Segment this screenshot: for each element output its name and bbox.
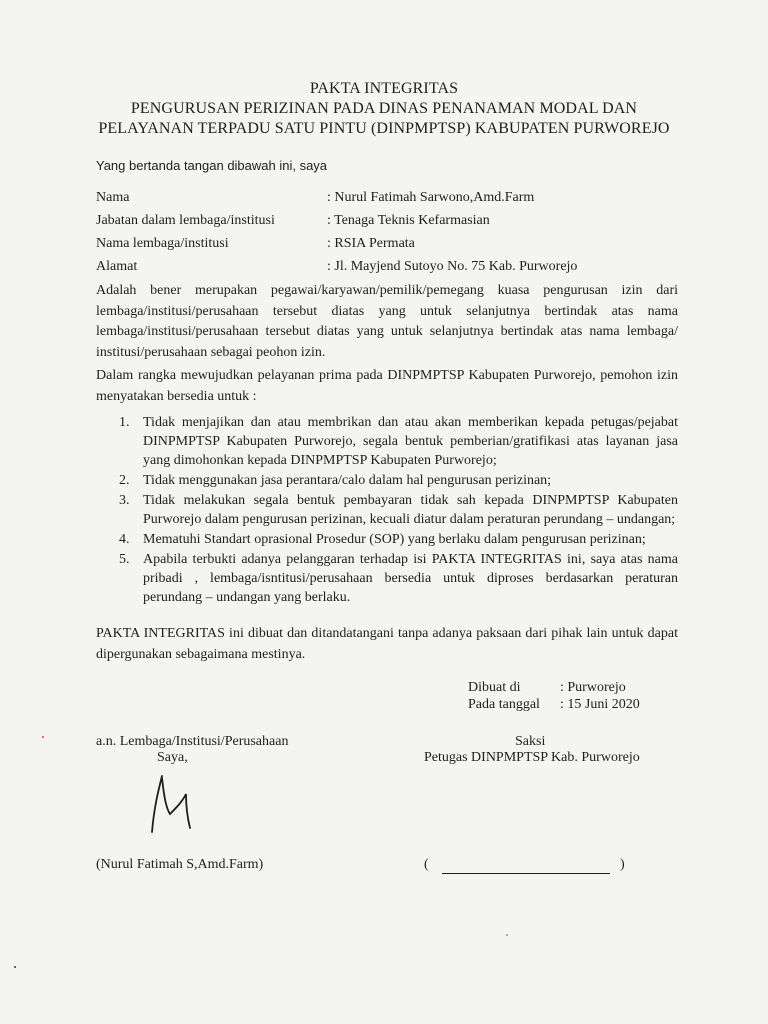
speck-mark: [42, 736, 44, 738]
list-text: Tidak menggunakan jasa perantara/calo dalam hal pengurusan perizinan;: [143, 473, 552, 488]
signatory-saya: Saya,: [157, 750, 188, 765]
place-value: : Purworejo: [560, 680, 626, 695]
list-number: 5.: [119, 552, 130, 567]
field-label: Nama lembaga/institusi: [96, 236, 229, 251]
witness-office: Petugas DINPMPTSP Kab. Purworejo: [424, 750, 640, 765]
witness-signature-line: [442, 873, 610, 874]
document-title: PAKTA INTEGRITAS: [309, 80, 459, 97]
place-label: Dibuat di: [468, 680, 521, 695]
witness-open-paren: (: [424, 857, 429, 872]
list-item: [96, 471, 678, 490]
document-subtitle-line1: PENGURUSAN PERIZINAN PADA DINAS PENANAMAN MODAL DAN: [130, 100, 638, 117]
list-item: [96, 530, 678, 549]
list-number: 1.: [119, 415, 130, 430]
field-value: : Tenaga Teknis Kefarmasian: [327, 213, 490, 228]
field-value: : Nurul Fatimah Sarwono,Amd.Farm: [327, 190, 535, 205]
list-item: [96, 413, 678, 470]
list-text: Apabila terbukti adanya pelanggaran terhadap isi PAKTA INTEGRITAS ini, saya atas nama pribadi , lembaga/isntitusi/perusahaan bersedia untuk diproses berdasarkan peraturan perundang – undangan yang berlaku.: [143, 552, 678, 605]
list-number: 3.: [119, 493, 130, 508]
date-label: Pada tanggal: [468, 697, 540, 712]
list-text: Tidak menjajikan dan atau membrikan dan atau akan memberikan kepada petugas/pejabat DINPMPTSP Kabupaten Purworejo, segala bentuk pemberian/gratifikasi atas layanan jasa yang dimohonkan kepada DINPMPTSP Kabupaten Purworejo;: [143, 415, 678, 468]
commitment-list: [96, 413, 678, 608]
list-item: [96, 491, 678, 529]
witness-close-paren: ): [620, 857, 625, 872]
field-value: : RSIA Permata: [327, 236, 415, 251]
signatory-organization: a.n. Lembaga/Institusi/Perusahaan: [96, 734, 289, 749]
paragraph-closing: PAKTA INTEGRITAS ini dibuat dan ditandatangani tanpa adanya paksaan dari pihak lain untuk dapat dipergunakan sebagaimana mestinya.: [96, 626, 678, 662]
field-label: Alamat: [96, 259, 138, 274]
field-label: Jabatan dalam lembaga/institusi: [96, 213, 275, 228]
paragraph-commitment-intro: Dalam rangka mewujudkan pelayanan prima pada DINPMPTSP Kabupaten Purworejo, pemohon izin menyatakan bersedia untuk :: [96, 368, 678, 404]
list-text: Mematuhi Standart oprasional Prosedur (SOP) yang berlaku dalam pengurusan perizinan;: [143, 532, 646, 547]
field-label: Nama: [96, 190, 130, 205]
list-number: 4.: [119, 532, 130, 547]
speck-mark: [506, 934, 508, 936]
speck-mark: [14, 966, 16, 968]
intro-text: Yang bertanda tangan dibawah ini, saya: [96, 158, 328, 173]
paragraph-declaration: Adalah bener merupakan pegawai/karyawan/pemilik/pemegang kuasa pengurusan izin dari lembaga/institusi/perusahaan tersebut diatas yang untuk selanjutnya bertindak atas nama lembaga/institusi/perusahaan tersebut diatas yang untuk selanjutnya bertindak atas nama lembaga/ institusi/perusahaan sebagai peohon izin.: [96, 283, 678, 360]
list-text: Tidak melakukan segala bentuk pembayaran tidak sah kepada DINPMPTSP Kabupaten Purworejo dalam pengurusan perizinan, kecuali diatur dalam peraturan perundang – undangan;: [143, 493, 678, 527]
list-item: [96, 550, 678, 607]
signature-mark: [140, 768, 204, 838]
signatory-name: (Nurul Fatimah S,Amd.Farm): [96, 857, 264, 872]
list-number: 2.: [119, 473, 130, 488]
date-value: : 15 Juni 2020: [560, 697, 640, 712]
field-value: : Jl. Mayjend Sutoyo No. 75 Kab. Purworejo: [327, 259, 578, 274]
witness-label: Saksi: [515, 734, 546, 749]
document-subtitle-line2: PELAYANAN TERPADU SATU PINTU (DINPMPTSP) KABUPATEN PURWOREJO: [98, 120, 670, 137]
